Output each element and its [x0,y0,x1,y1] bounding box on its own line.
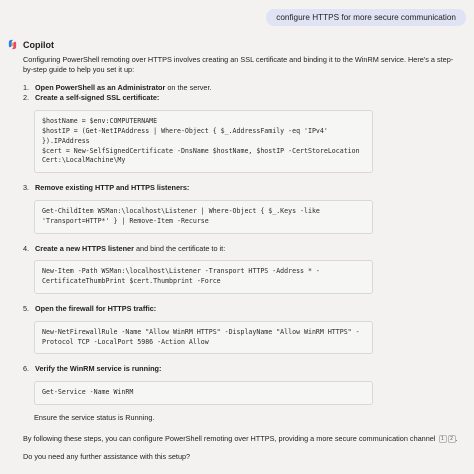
assistant-name: Copilot [23,39,54,50]
copilot-logo-icon [7,39,18,50]
code-block[interactable]: Get-Service -Name WinRM [34,381,373,405]
step-2: 2. Create a self-signed SSL certificate: [23,93,160,103]
step-3: 3. Remove existing HTTP and HTTPS listeners: [23,183,190,193]
intro-text: Configuring PowerShell remoting over HTTPS involves creating an SSL certificate and binding it to the WinRM service. Here's a step-by-step guide to help you set it up: [23,55,454,74]
user-message-text: configure HTTPS for more secure communication [276,13,456,22]
step-1: 1. Open PowerShell as an Administrator on the server. [23,82,212,92]
assistant-response [23,55,463,469]
follow-up-question: Do you need any further assistance with this setup? [23,451,191,461]
step-6: 6. Verify the WinRM service is running: [23,364,162,374]
citation-badge[interactable]: 1 [439,435,447,443]
code-block[interactable]: New-Item -Path WSMan:\localhost\Listener -Transport HTTPS -Address * - CertificateThumbPrint $cert.Thumbprint -Force [34,260,373,294]
service-status-note: Ensure the service status is Running. [34,412,155,422]
citation-badge[interactable]: 2 [448,435,456,443]
code-block[interactable]: $hostName = $env:COMPUTERNAME $hostIP = (Get-NetIPAddress | Where-Object { $_.AddressFamily -eq 'IPv4' }).IPAddress $cert = New-SelfSignedCertificate -DnsName $hostName, $hostIP -CertStoreLocation Cert:\LocalMachine\My [34,110,373,173]
step-5: 5. Open the firewall for HTTPS traffic: [23,303,157,313]
user-message-bubble [266,9,466,26]
copilot-header [7,39,54,50]
code-block[interactable]: Get-ChildItem WSMan:\localhost\Listener | Where-Object { $_.Keys -like 'Transport=HTTP*' } | Remove-Item -Recurse [34,200,373,234]
step-4: 4. Create a new HTTPS listener and bind the certificate to it: [23,243,226,253]
conclusion-text: By following these steps, you can configure PowerShell remoting over HTTPS, providing a more secure communication channel 1 2 . [23,433,458,443]
code-block[interactable]: New-NetFirewallRule -Name "Allow WinRM HTTPS" -DisplayName "Allow WinRM HTTPS" - Protocol TCP -LocalPort 5986 -Action Allow [34,321,373,355]
